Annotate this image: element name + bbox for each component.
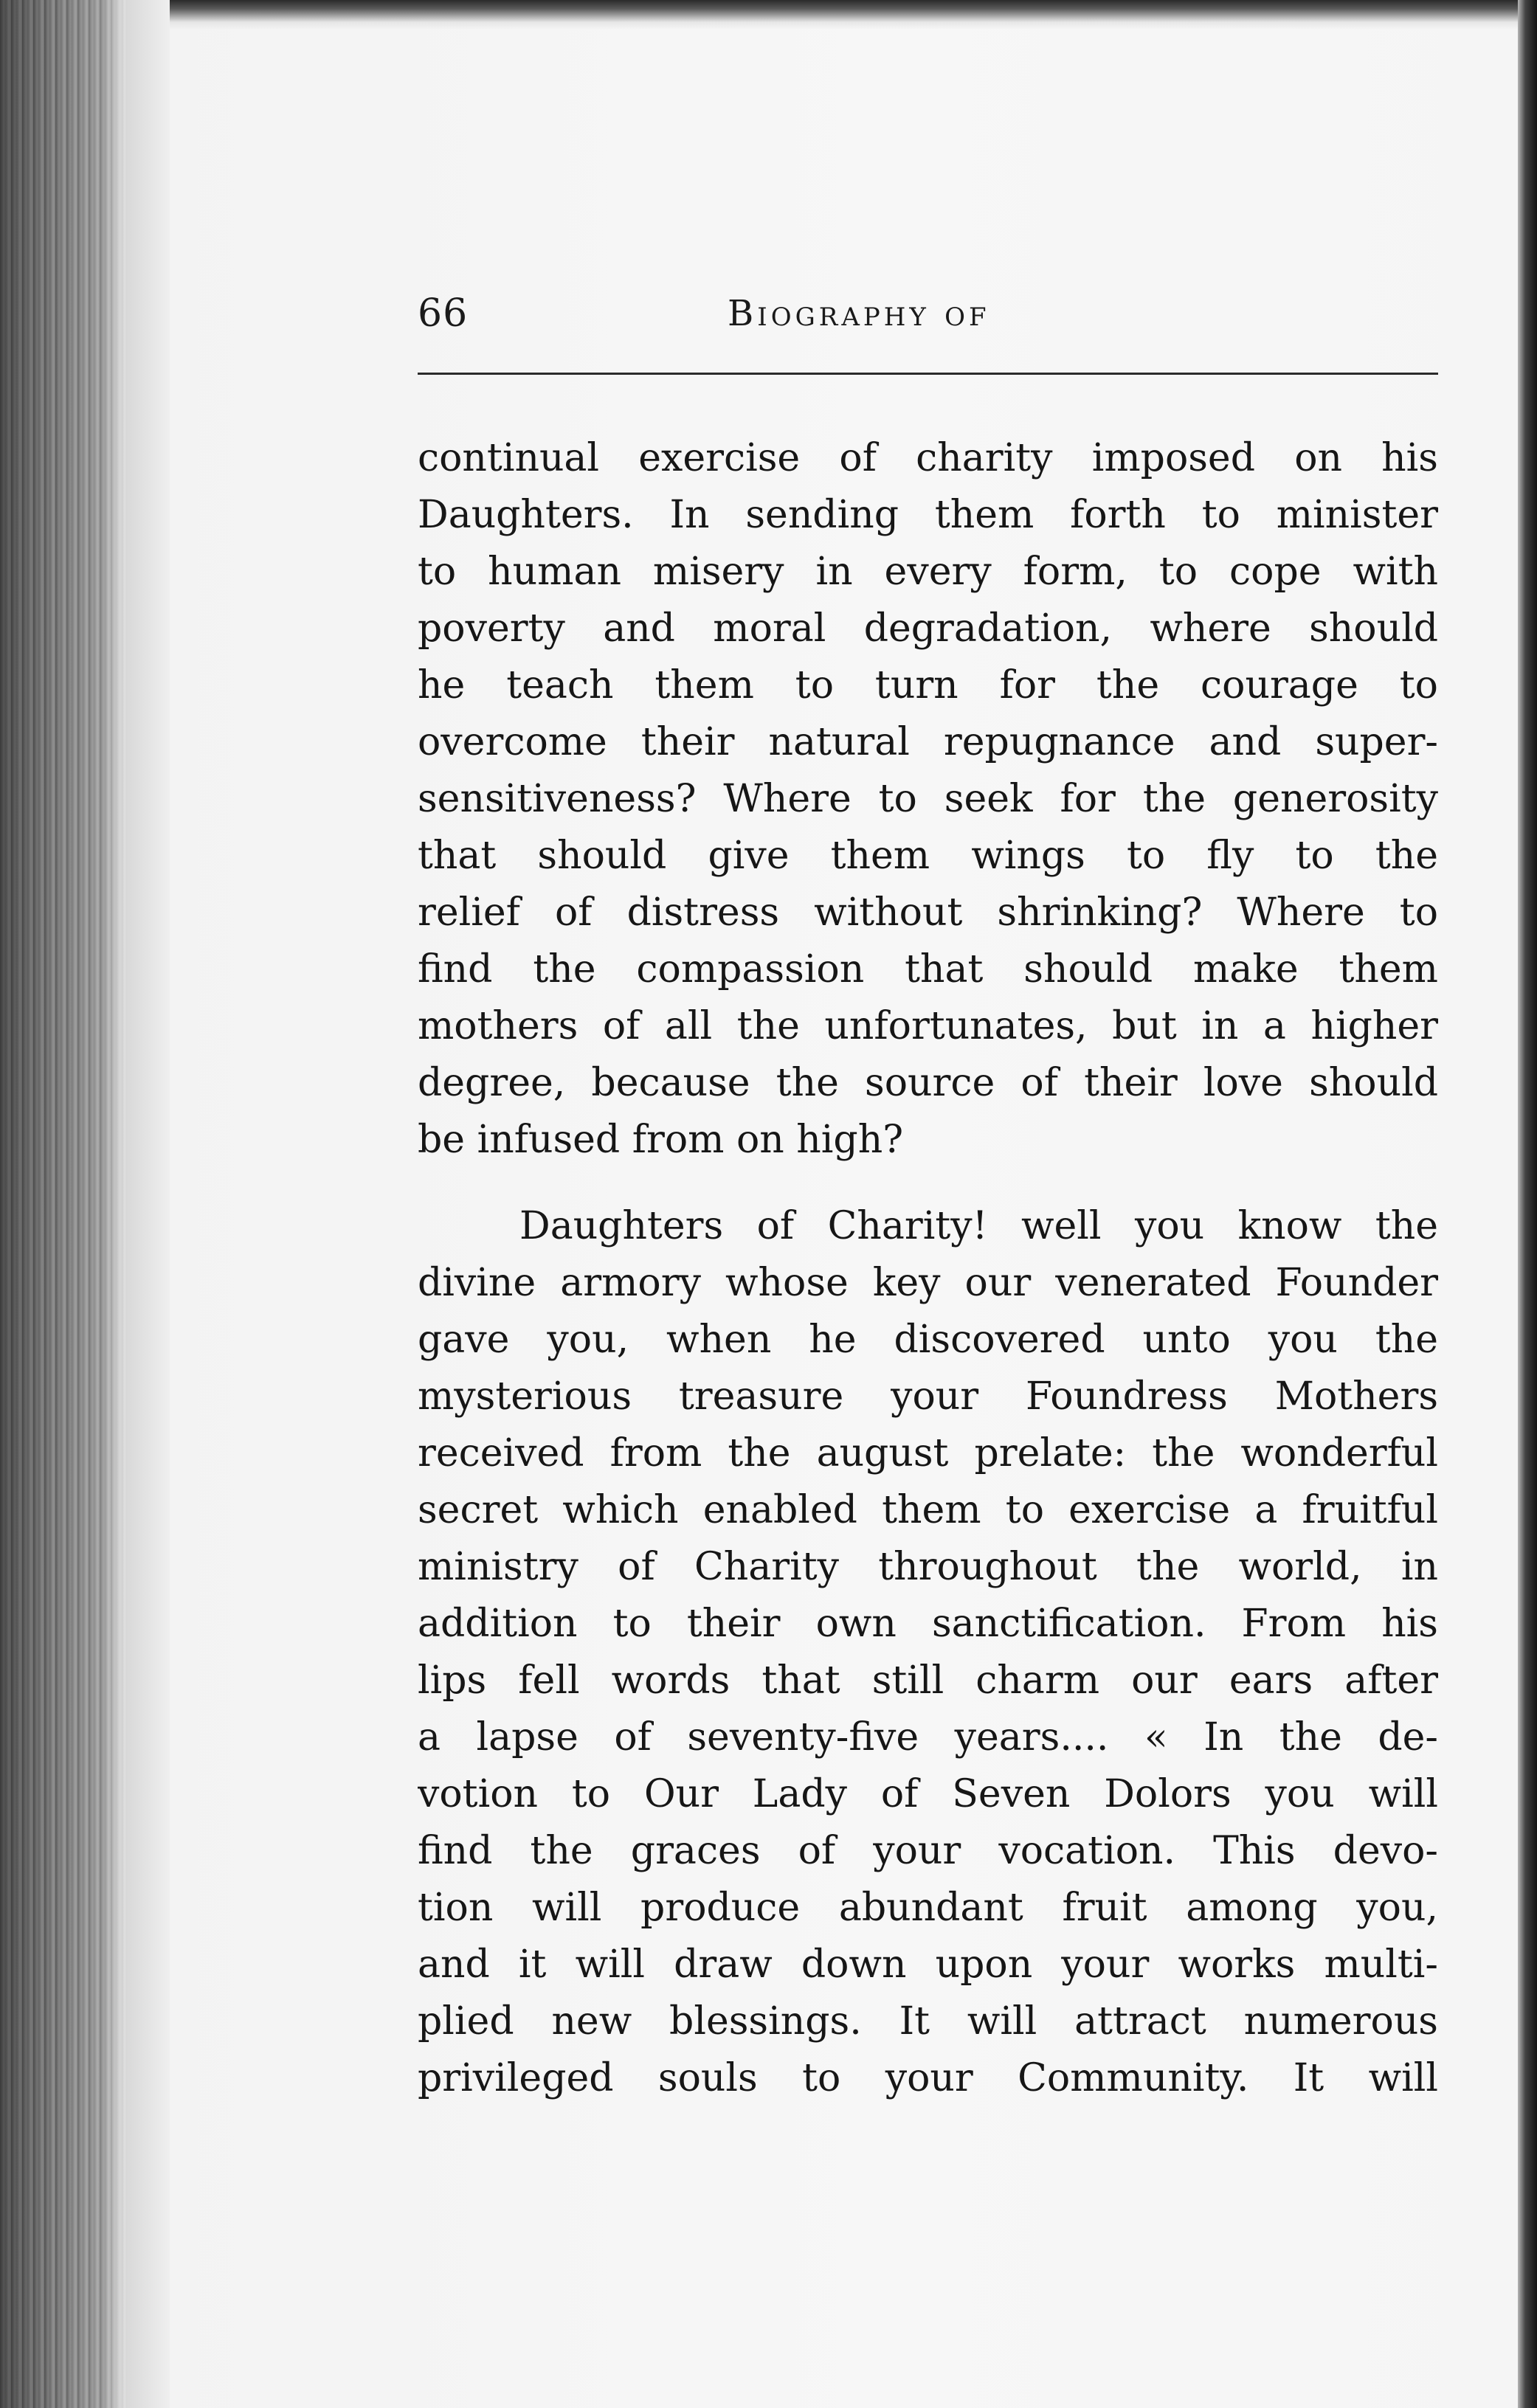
text-line: sensitiveness? Where to seek for the generosity [418,777,1438,821]
text-line: plied new blessings. It will attract numerous [418,1999,1438,2044]
text-line: divine armory whose key our venerated Founder [418,1261,1438,1305]
running-head [418,291,1438,350]
text-line: find the compassion that should make them [418,947,1438,992]
text-line: secret which enabled them to exercise a fruitful [418,1488,1438,1532]
text-line: mothers of all the unfortunates, but in a higher [418,1004,1438,1048]
header-rule [418,373,1438,375]
page-edges [0,0,125,2408]
body-text [418,430,1438,2107]
text-line: be infused from on high? [418,1118,904,1162]
text-line: he teach them to turn for the courage to [418,663,1438,707]
text-line: poverty and moral degradation, where should [418,606,1438,651]
text-line: votion to Our Lady of Seven Dolors you will [418,1772,1438,1816]
text-line: continual exercise of charity imposed on his [418,436,1438,480]
paragraph-gap [418,1169,1438,1198]
text-line: lips fell words that still charm our ears after [418,1658,1438,1703]
gutter-shade [125,0,170,2408]
text-line: that should give them wings to fly to the [418,834,1438,878]
text-line: gave you, when he discovered unto you the [418,1318,1438,1362]
paragraph-2 [418,1198,1438,2107]
text-line: Daughters of Charity! well you know the [519,1204,1438,1248]
text-line: and it will draw down upon your works multi- [418,1942,1438,1987]
text-line: mysterious treasure your Foundress Mothers [418,1374,1438,1419]
paragraph-1 [418,430,1438,1169]
text-line: tion will produce abundant fruit among you, [418,1886,1438,1930]
page-number: 66 [418,291,469,336]
right-edge [1518,0,1537,2408]
running-title: Biography of [728,293,990,334]
top-shadow [0,0,1537,30]
text-line: addition to their own sanctification. From his [418,1602,1438,1646]
text-line: degree, because the source of their love should [418,1061,1438,1105]
text-line: received from the august prelate: the wonderful [418,1431,1438,1475]
text-line: ministry of Charity throughout the world, in [418,1545,1438,1589]
text-line: a lapse of seventy-five years.... « In the de- [418,1715,1438,1760]
text-line: overcome their natural repugnance and super- [418,720,1438,764]
text-line: relief of distress without shrinking? Where to [418,890,1438,935]
text-line: Daughters. In sending them forth to minister [418,493,1438,537]
text-line: find the graces of your vocation. This devo- [418,1829,1438,1873]
text-line: privileged souls to your Community. It will [418,2056,1438,2100]
text-line: to human misery in every form, to cope with [418,550,1438,594]
